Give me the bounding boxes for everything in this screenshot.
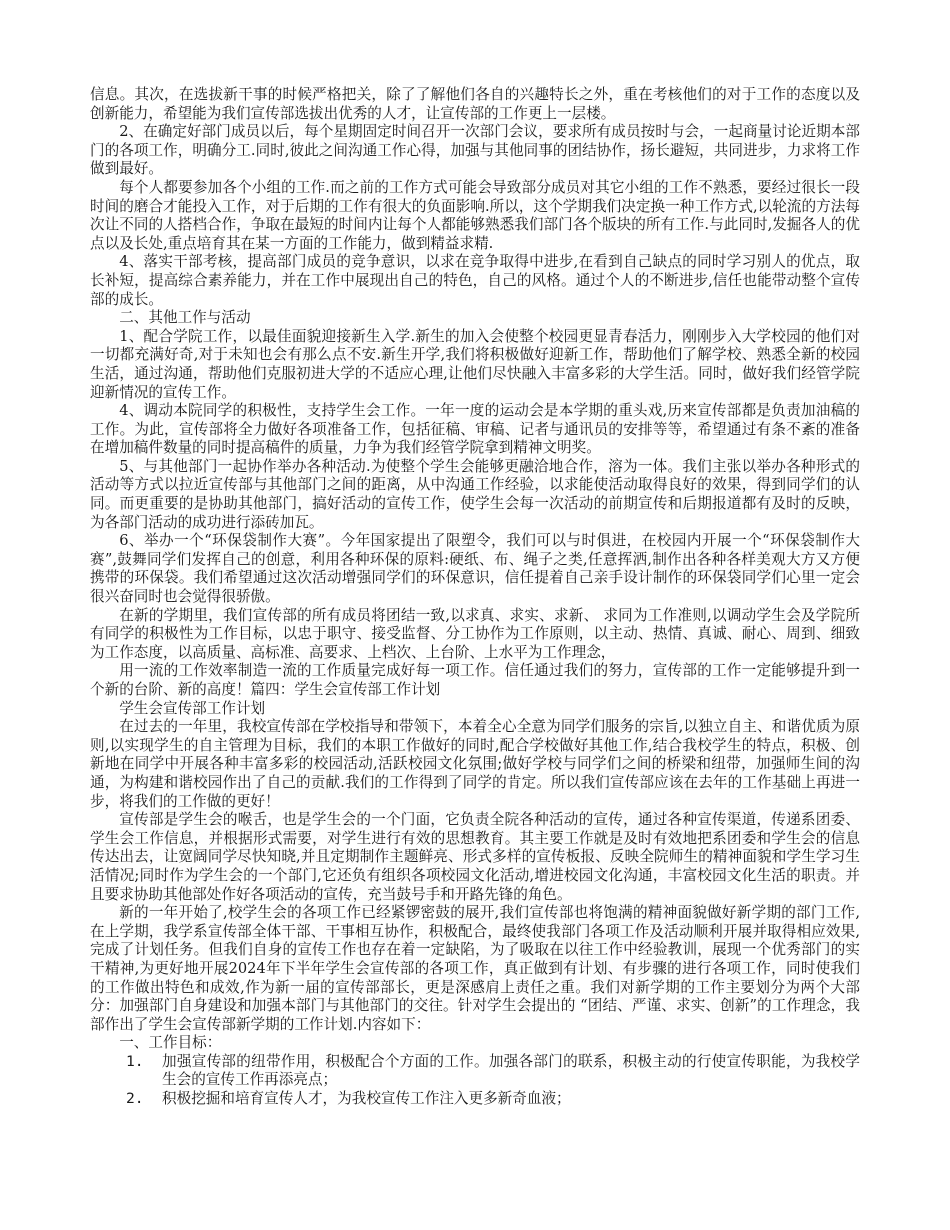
paragraph: 在新的学期里，我们宣传部的所有成员将团结一致,以求真、求实、求新、 求同为工作准则,以调动学生会及学院所有同学的积极性为工作目标，以忠于职守、接受监督、分工协作为工作原则，以主动、热情、真诚、耐心、周到、细致为工作态度，以高质量、高标准、高要求、上档次、上台阶、上水平为工作理念， — [90, 606, 860, 661]
paragraph: 5、与其他部门一起协作举办各种活动.为使整个学生会能够更融洽地合作，溶为一体。我们主张以举办各种形式的活动等方式以拉近宣传部与其他部门之间的距离，从中沟通工作经验，以求能使活动取得良好的效果，得到同学们的认同。而更重要的是协助其他部门，搞好活动的宣传工作，使学生会每一次活动的前期宣传和后期报道都有及时的反映，为各部门活动的成功进行添砖加瓦。 — [90, 457, 860, 531]
paragraph: 新的一年开始了,校学生会的各项工作已经紧锣密鼓的展开,我们宣传部也将饱满的精神面貌做好新学期的部门工作,在上学期，我学系宣传部全体干部、干事相互协作，积极配合，最终使我部门各项工作及活动顺利开展并取得相应效果,完成了计划任务。但我们自身的宣传工作也存在着一定缺陷，为了吸取在以往工作中经验教训，展现一个优秀部门的实干精神,为更好地开展2024年下半年学生会宣传部的各项工作，真正做到有计划、有步骤的进行各项工作，同时使我们的工作做出特色和成效,作为新一届的宣传部部长，更是深感肩上责任之重。我们对新学期的工作主要划分为两个大部分：加强部门自身建设和加强本部门与其他部门的交往。针对学生会提出的 “团结、严谨、求实、创新”的工作理念，我部作出了学生会宣传部新学期的工作计划.内容如下： — [90, 904, 860, 1033]
paragraph: 二、其他工作与活动 — [119, 309, 251, 327]
list-item-number: 2. — [126, 1090, 144, 1108]
paragraph: 信息。其次，在选拔新干事的时候严格把关，除了了解他们各自的兴趣特长之外，重在考核他们的对于工作的态度以及创新能力，希望能为我们宣传部选拔出优秀的人才，让宣传部的工作更上一层楼。 — [90, 86, 860, 122]
list-item-text: 加强宣传部的纽带作用，积极配合个方面的工作。加强各部门的联系，积极主动的行使宣传职能，为我校学生会的宣传工作再添亮点； — [162, 1052, 860, 1089]
paragraph: 用一流的工作效率制造一流的工作质量完成好每一项工作。信任通过我们的努力，宣传部的工作一定能够提升到一个新的台阶、新的高度！篇四：学生会宣传部工作计划 — [90, 662, 860, 698]
paragraph: 6、举办一个“环保袋制作大赛”。今年国家提出了限塑令，我们可以与时俱进，在校园内开展一个“环保袋制作大赛”,鼓舞同学们发挥自己的创意，利用各种环保的原料:硬纸、布、绳子之类,任意挥洒,制作出各种各样美观大方又方便携带的环保袋。我们希望通过这次活动增强同学们的环保意识，信任提着自己亲手设计制作的环保袋同学们心里一定会很兴奋同时也会觉得很骄傲。 — [90, 532, 860, 606]
paragraph: 4、调动本院同学的积极性，支持学生会工作。一年一度的运动会是本学期的重头戏,历来宣传部都是负责加油稿的工作。为此，宣传部将全力做好各项准备工作，包括征稿、审稿、记者与通讯员的安排等等，希望通过有条不紊的准备在增加稿件数量的同时提高稿件的质量，力争为我们经管学院拿到精神文明奖。 — [90, 402, 860, 457]
goal-list — [90, 1053, 860, 1109]
paragraph: 每个人都要参加各个小组的工作.而之前的工作方式可能会导致部分成员对其它小组的工作不熟悉，要经过很长一段时间的磨合才能投入工作，对于后期的工作有很大的负面影响.所以，这个学期我们决定换一种工作方式,以轮流的方法每次让不同的人搭档合作，争取在最短的时间内让每个人都能够熟悉我们部门各个版块的所有工作.与此同时,发掘各人的优点以及长处,重点培育其在某一方面的工作能力，做到精益求精. — [90, 178, 860, 252]
list-item-text: 积极挖掘和培育宣传人才，为我校宣传工作注入更多新奇血液； — [162, 1090, 571, 1108]
paragraph: 2、在确定好部门成员以后，每个星期固定时间召开一次部门会议，要求所有成员按时与会，一起商量讨论近期本部门的各项工作，明确分工.同时,彼此之间沟通工作心得，加强与其他同事的团结协作，扬长避短，共同进步，力求将工作做到最好。 — [90, 123, 860, 178]
paragraph: 4、落实干部考核，提高部门成员的竞争意识，以求在竞争取得中进步,在看到自己缺点的同时学习别人的优点，取长补短，提高综合素养能力，并在工作中展现出自己的特色，自己的风格。通过个人的不断进步,信任也能带动整个宣传部的成长。 — [90, 253, 860, 308]
paragraph: 学生会宣传部工作计划 — [119, 699, 266, 717]
paragraph: 在过去的一年里，我校宣传部在学校指导和带领下，本着全心全意为同学们服务的宗旨,以独立自主、和谐优质为原则,以实现学生的自主管理为目标，我们的本职工作做好的同时,配合学校做好其他工作,结合我校学生的特点，积极、创新地在同学中开展各种丰富多彩的校园活动,活跃校园文化氛围;做好学校与同学们之间的桥梁和纽带，加强师生间的沟通，为构建和谐校园作出了自己的贡献.我们的工作得到了同学的肯定。所以我们宣传部应该在去年的工作基础上再进一步，将我们的工作做的更好！ — [90, 718, 860, 810]
list-item-number: 1. — [126, 1052, 144, 1070]
paragraph: 一、工作目标： — [119, 1034, 222, 1052]
paragraph: 宣传部是学生会的喉舌，也是学生会的一个门面，它负责全院各种活动的宣传，通过各种宣传渠道，传递系团委、学生会工作信息，并根据形式需要，对学生进行有效的思想教育。其主要工作就是及时有效地把系团委和学生会的信息传达出去，让宽阔同学尽快知晓,并且定期制作主题鲜亮、形式多样的宣传板报、反映全院师生的精神面貌和学生学习生活情况;同时作为学生会的一个部门,它还负有组织各项校园文化活动,增进校园文化沟通，丰富校园文化生活的职责。并且要求协助其他部处作好各项活动的宣传，充当鼓号手和开路先锋的角色。 — [90, 811, 860, 903]
paragraph: 1、配合学院工作，以最佳面貌迎接新生入学.新生的加入会使整个校园更显青春活力，刚刚步入大学校园的他们对一切都充满好奇,对于未知也会有那么点不安.新生开学,我们将积极做好迎新工作，帮助他们了解学校、熟悉全新的校园生活，通过沟通，帮助他们克服初进大学的不适应心理,让他们尽快融入丰富多彩的大学生活。同时，做好我们经管学院迎新情况的宣传工作。 — [90, 327, 860, 401]
list-item — [90, 1090, 860, 1109]
list-item — [90, 1053, 860, 1090]
document-body — [90, 86, 860, 1053]
